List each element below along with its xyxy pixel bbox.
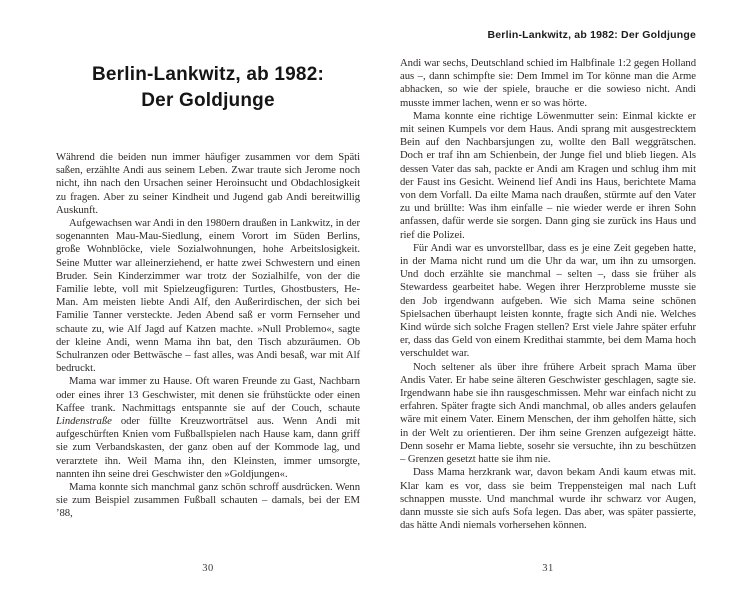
text-run: Noch seltener als über ihre frühere Arbeit sprach Mama über Andis Vater. Er habe seine älteren Geschwister geschlagen, sagte sie. Irgendwann habe sie ihn rausgeschmissen. Mehr war einfach nicht zu erfahren. Später fragte sich Andi manchmal, ob alles anders gelaufen wäre mit einem Vater. Einem Menschen, der ihm geholfen hätte, sich in der Welt zu orientieren. Der ihm seine Grenzen aufgezeigt hätte. Denn sosehr er Mama liebte, sosehr sie versuchte, ihn zu beschützen – Grenzen gesetzt hatte sie ihm nie. [400,360,696,466]
text-run: Aufgewachsen war Andi in den 1980ern draußen in Lankwitz, in der sogenannten Mau-Mau-Siedlung, einem Vorort im Süden Berlins, große Wohnblöcke, viele Sozialwohnungen, hohe Arbeitslosigkeit. Seine Mutter war alleinerziehend, er hatte zwei Schwestern und einen Bruder. Sein Kinderzimmer war trotz der Sozialhilfe, von der die Familie lebte, voll mit Spielzeugfiguren: Turtles, Ghostbusters, He-Man. Am meisten liebte Andi Alf, den Außerirdischen, der sich bei Familie Tanner versteckte. Jeden Abend saß er vorm Fernseher und schaute zu, wie Alf Jagd auf Katzen machte. »Null Problemo«, sagte der kleine Andi, wenn Mama ihn bat, den Tisch abzuräumen. Ob Schulranzen oder Bettwäsche – fast alles, was Andi besaß, war mit Alf bedruckt. [56,217,360,375]
paragraph [400,110,696,242]
right-page-body [400,57,696,532]
text-run: Mama konnte sich manchmal ganz schön schroff ausdrücken. Wenn sie zum Beispiel zusammen Fußball schauten – damals, bei der EM ’88, [56,481,360,520]
left-page-body [56,151,360,521]
text-run: Mama konnte eine richtige Löwenmutter sein: Einmal kickte er mit seinen Kumpels vor dem Haus. Andi sprang mit ausgestrecktem Bein auf den Nachbarsjungen zu, wollte den Ball weggrätschen. Doch er traf ihn am Schienbein, der Junge fiel und blieb liegen. Als dessen Vater das sah, packte er Andi am Kragen und schlug ihm mit der Faust ins Gesicht. Weinend lief Andi ins Haus, berichtete Mama von dem Vorfall. Da eilte Mama nach draußen, stürmte auf den Vater zu und brüllte: Was ihm einfalle – nie wieder werde er ihren Sohn anfassen, dafür werde sie sorgen. Dann ging sie zurück ins Haus und rief die Polizei. [400,109,696,241]
chapter-title-line-1: Berlin-Lankwitz, ab 1982: [91,64,324,85]
paragraph [400,361,696,467]
paragraph [56,481,360,521]
text-run: Andi war sechs, Deutschland schied im Halbfinale 1:2 gegen Holland aus –, dann schimpfte sie: Dem Immel im Tor könne man die Arme abhacken, so wie der spiele, brauche er die sowieso nicht. Andi musste immer lachen, wenn er so was hörte. [400,57,696,109]
text-run: Dass Mama herzkrank war, davon bekam Andi kaum etwas mit. Klar kam es vor, dass sie beim Treppensteigen mal nach Luft schnappen musste. Und manchmal wurde ihr schwarz vor Augen, dann musste sie sich aufs Sofa legen. Das aber, was später passierte, das hätte Andi niemals vorhersehen können. [400,466,696,532]
text-run: Für Andi war es unvorstellbar, dass es je eine Zeit gegeben hatte, in der Mama nicht rund um die Uhr da war, um ihn zu umsorgen. Und doch erzählte sie manchmal – selten –, dass sie früher als Stewardess gearbeitet habe. Wegen ihrer Herzprobleme musste sie den Job irgendwann aufgeben. Wie sich Mama seine schönen Spielsachen überhaupt leisten konnte, fragte sich Andi nie. Welches Kind würde sich solche Fragen stellen? Erst viele Jahre später erfuhr er, dass das Geld von einem Kredithai stammte, bei dem Mama hoch verschuldet war. [400,241,696,360]
right-page [400,0,696,600]
left-page-number: 30 [202,563,214,574]
text-run: oder füllte Kreuzworträtsel aus. Wenn Andi mit aufgeschürften Knien vom Fußballspielen nach Hause kam, dann griff sie zum Verbandskasten, der ganz oben auf der Kommode lag, und verarztete ihn. Weil Mama ihn, den Kleinsten, immer umsorgte, nannten ihn seine drei Geschwister den »Goldjungen«. [56,415,360,480]
paragraph [400,242,696,361]
left-page [56,0,360,600]
text-run: Während die beiden nun immer häufiger zusammen vor dem Späti saßen, erzählte Andi aus seinem Leben. Zwar traute sich Jerome noch nicht, ihn nach den Ursachen seiner Heroinsucht und Obdachlosigkeit zu fragen. Aber zu seiner Kindheit und Jugend gab Andi bereitwillig Auskunft. [56,151,360,216]
italic-text-run: Lindenstraße [56,415,112,428]
paragraph [56,151,360,217]
chapter-title [56,62,360,114]
paragraph [400,466,696,532]
paragraph [56,217,360,375]
text-run: Mama war immer zu Hause. Oft waren Freunde zu Gast, Nachbarn oder eines ihrer 13 Geschwister, mit denen sie frühstückte oder einen Kaffee trank. Nachmittags entspannte sie auf der Couch, schaute [56,375,360,414]
running-header: Berlin-Lankwitz, ab 1982: Der Goldjunge [487,29,696,41]
chapter-title-line-2: Der Goldjunge [141,90,275,111]
paragraph [400,57,696,110]
right-page-number: 31 [542,563,554,574]
paragraph [56,375,360,481]
